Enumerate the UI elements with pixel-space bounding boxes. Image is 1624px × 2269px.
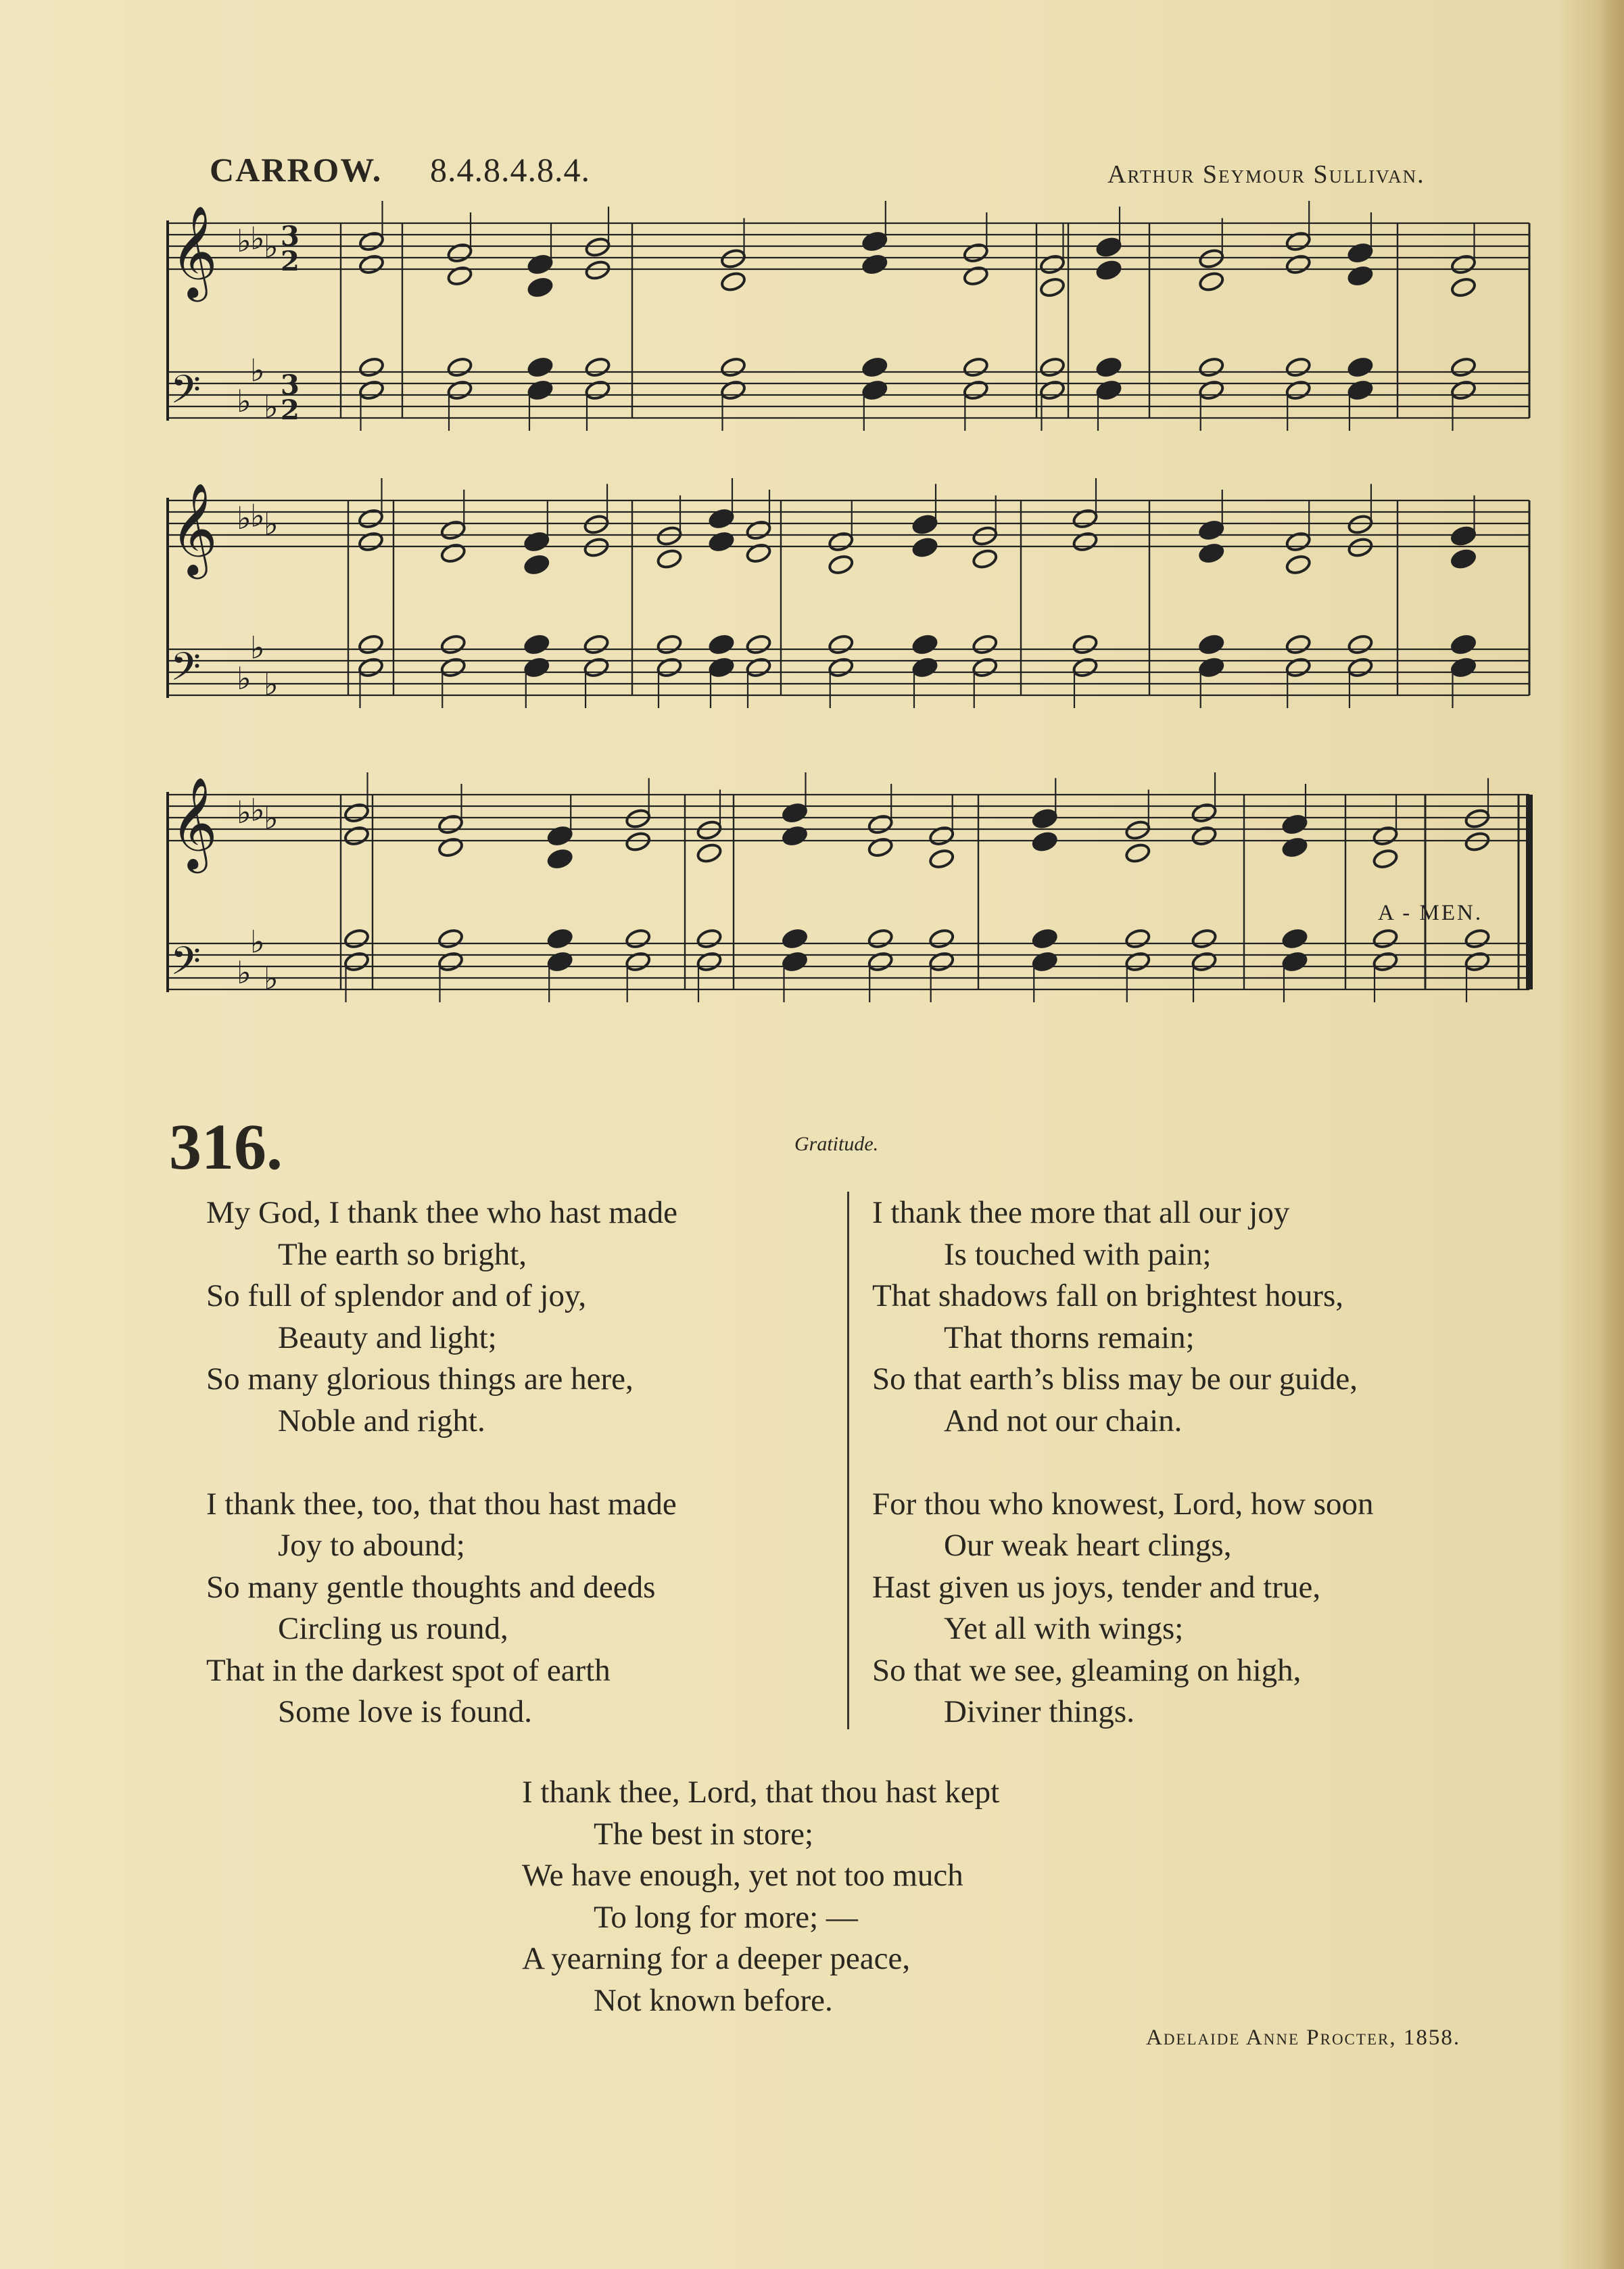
notehead [963,356,989,378]
stanza-3 [872,1192,1374,1442]
stanza-line: To long for more; — [594,1899,858,1935]
notehead [1464,831,1490,852]
notehead [1191,928,1217,950]
notehead [828,657,854,678]
hymn-number: 316. [169,1110,283,1183]
notehead [1372,848,1398,870]
notehead [928,825,955,847]
notehead [358,657,384,678]
stanza-line: The earth so bright, [278,1236,527,1272]
flat-icon: ♭ [237,383,252,419]
notehead [861,356,888,378]
stanza-4 [872,1484,1374,1733]
notehead [720,356,746,378]
notehead [708,531,734,553]
notehead [1039,254,1066,275]
notehead [1198,542,1224,564]
notehead [1285,554,1311,576]
notehead [696,951,722,973]
notehead [546,951,573,973]
notehead [1191,802,1217,824]
flat-icon: ♭ [250,791,265,828]
flat-icon: ♭ [237,223,252,259]
music-score [0,0,1624,1055]
notehead [656,548,682,569]
notehead [867,928,893,950]
notehead [440,657,467,678]
notehead [1198,634,1224,655]
notehead [446,356,473,378]
time-signature-numerator: 3 [281,220,300,252]
notehead [1450,634,1477,655]
notehead [1281,928,1308,950]
notehead [440,542,467,564]
stanza-line: Beauty and light; [278,1319,497,1355]
notehead [1450,657,1477,678]
notehead [1450,254,1477,275]
stanza-line: That thorns remain; [944,1319,1195,1355]
notehead [1464,808,1490,829]
notehead [358,508,384,530]
notehead [584,236,611,258]
notehead [708,634,734,655]
notehead [696,819,722,841]
notehead [343,928,370,950]
stanza-line: Some love is found. [278,1694,532,1729]
stanza-line: So many glorious things are here, [206,1361,634,1397]
notehead [828,634,854,655]
notehead [1450,277,1477,298]
notehead [911,536,938,558]
time-signature-denominator: 2 [281,394,300,426]
notehead [745,542,771,564]
notehead [440,634,467,655]
notehead [546,928,573,950]
notehead [911,657,938,678]
notehead [972,657,998,678]
notehead [1124,951,1151,973]
stanza-line: So many gentle thoughts and deeds [206,1569,656,1605]
notehead [1032,808,1058,829]
amen-label: A - MEN. [1378,901,1483,925]
notehead [928,928,955,950]
notehead [1347,536,1373,558]
notehead [437,928,464,950]
notehead [828,531,854,553]
notehead [1285,356,1311,378]
notehead [1032,928,1058,950]
notehead [782,951,808,973]
notehead [437,814,464,835]
stanza-line: Yet all with wings; [944,1611,1184,1646]
notehead [1347,634,1373,655]
notehead [523,554,550,576]
stanza-line: So that we see, gleaming on high, [872,1652,1301,1688]
notehead [745,519,771,541]
notehead [782,928,808,950]
notehead [1450,356,1477,378]
notehead [1095,356,1122,378]
notehead [1285,657,1311,678]
notehead [446,379,473,401]
notehead [440,519,467,541]
notehead [343,802,370,824]
flat-icon: ♭ [250,220,265,257]
time-signature-numerator: 3 [281,369,300,401]
notehead [1347,265,1373,287]
notehead [437,837,464,858]
stanza-line: My God, I thank thee who hast made [206,1195,678,1230]
notehead [1072,508,1098,530]
notehead [1450,548,1477,569]
stanza-line: I thank thee, Lord, that thou hast kept [522,1775,1000,1810]
notehead [584,259,611,281]
notehead [446,265,473,287]
notehead [720,248,746,269]
stanza-line: A yearning for a deeper peace, [522,1941,911,1976]
flat-icon: ♭ [237,794,252,831]
notehead [861,254,888,275]
notehead [584,379,611,401]
stanza-2 [206,1484,677,1733]
flat-icon: ♭ [250,497,265,534]
notehead [782,825,808,847]
notehead [1464,928,1490,950]
stanza-line: I thank thee, too, that thou hast made [206,1486,677,1522]
stanza-line: We have enough, yet not too much [522,1858,963,1893]
notehead [446,242,473,264]
notehead [343,951,370,973]
stanza-line: Our weak heart clings, [944,1528,1232,1563]
notehead [1285,231,1311,252]
notehead [625,808,651,829]
notehead [1372,951,1398,973]
stanza-line: That in the darkest spot of earth [206,1652,611,1688]
notehead [358,356,385,378]
stanza-1 [206,1192,677,1442]
notehead [1372,825,1398,847]
flat-icon: ♭ [237,500,252,536]
notehead [1347,657,1373,678]
notehead [1198,248,1224,269]
notehead [527,254,553,275]
notehead [1285,254,1311,275]
notehead [1347,379,1373,401]
stanza-line: And not our chain. [944,1403,1183,1438]
notehead [745,657,771,678]
column-divider [847,1192,849,1729]
notehead [527,356,553,378]
notehead [1464,951,1490,973]
notehead [583,513,609,535]
system-bracket [166,498,169,698]
flat-icon: ♭ [250,352,265,389]
notehead [928,848,955,870]
notehead [1191,825,1217,847]
author-attribution: Adelaide Anne Procter, 1858. [1146,2026,1461,2050]
notehead [1285,634,1311,655]
notehead [861,379,888,401]
notehead [656,657,682,678]
flat-icon: ♭ [264,665,279,703]
notehead [1372,928,1398,950]
stanza-line: The best in store; [594,1816,814,1852]
stanzas-right-column [872,1192,1374,1733]
flat-icon: ♭ [264,228,279,265]
notehead [437,951,464,973]
notehead [358,634,384,655]
stanza-line: Diviner things. [944,1694,1135,1729]
notehead [583,536,609,558]
notehead [1039,277,1066,298]
notehead [1072,531,1098,553]
notehead [963,379,989,401]
notehead [1198,519,1224,541]
notehead [1072,634,1098,655]
notehead [1191,951,1217,973]
notehead [625,928,651,950]
hymn-subject: Gratitude. [794,1133,879,1155]
notehead [1347,356,1373,378]
notehead [696,928,722,950]
stanza-line: That shadows fall on brightest hours, [872,1278,1344,1313]
notehead [720,379,746,401]
stanza-line: Noble and right. [278,1403,485,1438]
treble-clef-icon: 𝄞 [170,776,218,869]
notehead [523,657,550,678]
notehead [343,825,370,847]
notehead [1198,657,1224,678]
flat-icon: ♭ [264,799,279,837]
notehead [625,831,651,852]
notehead [1281,837,1308,858]
stanza-line: For thou who knowest, Lord, how soon [872,1486,1374,1522]
treble-clef-icon: 𝄞 [170,204,218,298]
composer: Arthur Seymour Sullivan. [1107,160,1425,189]
notehead [911,634,938,655]
notehead [963,242,989,264]
notehead [527,379,553,401]
stanza-line: Is touched with pain; [944,1236,1212,1272]
stanzas-left-column [206,1192,677,1733]
notehead [358,231,385,252]
notehead [720,271,746,292]
bass-clef-icon: 𝄢 [170,644,201,699]
notehead [1198,271,1224,292]
stanzas-center-column [522,1772,999,2021]
notehead [625,951,651,973]
notehead [972,634,998,655]
notehead [696,842,722,864]
bass-clef-icon: 𝄢 [170,367,201,422]
notehead [1281,951,1308,973]
notehead [928,951,955,973]
notehead [523,634,550,655]
notehead [972,525,998,546]
notehead [867,837,893,858]
notehead [1198,356,1224,378]
meter: 8.4.8.4.8.4. [430,151,590,189]
flat-icon: ♭ [237,954,252,991]
notehead [1032,831,1058,852]
notehead [1450,525,1477,546]
stanza-line: Joy to abound; [278,1528,465,1563]
notehead [911,513,938,535]
bass-clef-icon: 𝄢 [170,938,201,993]
notehead [1072,657,1098,678]
notehead [523,531,550,553]
notehead [546,848,573,870]
flat-icon: ♭ [264,505,279,542]
time-signature-denominator: 2 [281,245,300,277]
notehead [1285,379,1311,401]
stanza-line: I thank thee more that all our joy [872,1195,1290,1230]
system-bracket [166,792,169,992]
flat-icon: ♭ [264,960,279,997]
notehead [546,825,573,847]
notehead [1198,379,1224,401]
notehead [782,802,808,824]
notehead [708,508,734,530]
stanza-line: So that earth’s bliss may be our guide, [872,1361,1358,1397]
notehead [1095,259,1122,281]
notehead [358,379,385,401]
system-bracket [166,220,169,421]
treble-clef-icon: 𝄞 [170,482,218,575]
notehead [1124,819,1151,841]
notehead [1347,513,1373,535]
notehead [1124,842,1151,864]
notehead [584,356,611,378]
notehead [1032,951,1058,973]
tune-name: CARROW. [210,151,383,189]
flat-icon: ♭ [264,388,279,425]
notehead [583,634,609,655]
notehead [656,634,682,655]
stanza-line: Not known before. [594,1982,833,2018]
notehead [1450,379,1477,401]
notehead [1281,814,1308,835]
notehead [358,531,384,553]
notehead [963,265,989,287]
notehead [656,525,682,546]
notehead [708,657,734,678]
notehead [1347,242,1373,264]
flat-icon: ♭ [250,923,265,960]
notehead [1095,379,1122,401]
notehead [972,548,998,569]
notehead [828,554,854,576]
notehead [867,951,893,973]
notehead [867,814,893,835]
notehead [527,277,553,298]
notehead [358,254,385,275]
notehead [1039,356,1066,378]
stanza-5 [522,1772,999,2021]
stanza-line: So full of splendor and of joy, [206,1278,587,1313]
notehead [1124,928,1151,950]
flat-icon: ♭ [237,660,252,697]
notehead [861,231,888,252]
notehead [745,634,771,655]
stanza-line: Circling us round, [278,1611,508,1646]
notehead [1039,379,1066,401]
stanza-line: Hast given us joys, tender and true, [872,1569,1321,1605]
notehead [583,657,609,678]
notehead [1285,531,1311,553]
flat-icon: ♭ [250,629,265,666]
notehead [1095,236,1122,258]
